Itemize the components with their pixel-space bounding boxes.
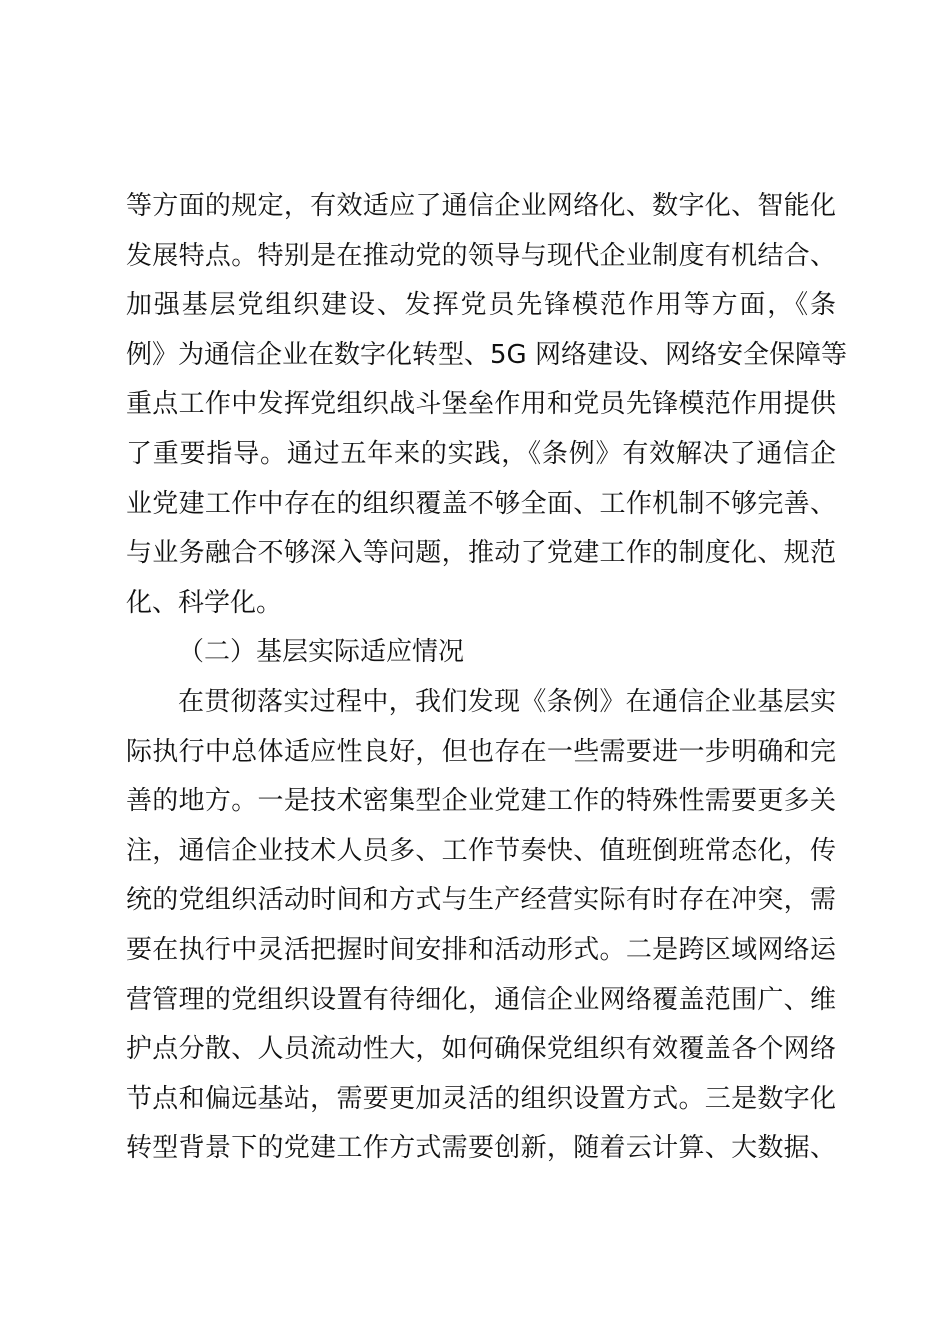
text-line: 要在执行中灵活把握时间安排和活动形式。二是跨区域网络运: [126, 934, 836, 965]
text-line: 转型背景下的党建工作方式需要创新，随着云计算、大数据、: [126, 1133, 836, 1164]
text-line: 例》为通信企业在数字化转型、5G 网络建设、网络安全保障等: [126, 339, 847, 370]
text-line: 业党建工作中存在的组织覆盖不够全面、工作机制不够完善、: [126, 488, 836, 519]
text-line: 统的党组织活动时间和方式与生产经营实际有时存在冲突，需: [126, 885, 836, 916]
text-line: 营管理的党组织设置有待细化，通信企业网络覆盖范围广、维: [126, 984, 836, 1015]
text-line: 际执行中总体适应性良好，但也存在一些需要进一步明确和完: [126, 736, 836, 767]
text-line: 发展特点。特别是在推动党的领导与现代企业制度有机结合、: [126, 240, 836, 271]
section-heading: （二）基层实际适应情况: [178, 637, 465, 668]
text-line: 护点分散、人员流动性大，如何确保党组织有效覆盖各个网络: [126, 1034, 836, 1065]
text-line: 在贯彻落实过程中，我们发现《条例》在通信企业基层实: [178, 686, 836, 717]
text-line: 善的地方。一是技术密集型企业党建工作的特殊性需要更多关: [126, 786, 836, 817]
text-line: 了重要指导。通过五年来的实践，《条例》有效解决了通信企: [126, 438, 836, 469]
text-line: 等方面的规定，有效适应了通信企业网络化、数字化、智能化: [126, 191, 836, 221]
text-line: 化、科学化。: [126, 587, 283, 618]
text-line: 注，通信企业技术人员多、工作节奏快、值班倒班常态化，传: [126, 835, 836, 866]
text-line: 节点和偏远基站，需要更加灵活的组织设置方式。三是数字化: [126, 1083, 836, 1114]
document-body: [126, 182, 847, 1174]
text-line: 加强基层党组织建设、发挥党员先锋模范作用等方面，《条: [126, 290, 836, 321]
text-line: 与业务融合不够深入等问题，推动了党建工作的制度化、规范: [126, 538, 836, 569]
text-line: 重点工作中发挥党组织战斗堡垒作用和党员先锋模范作用提供: [126, 389, 836, 420]
